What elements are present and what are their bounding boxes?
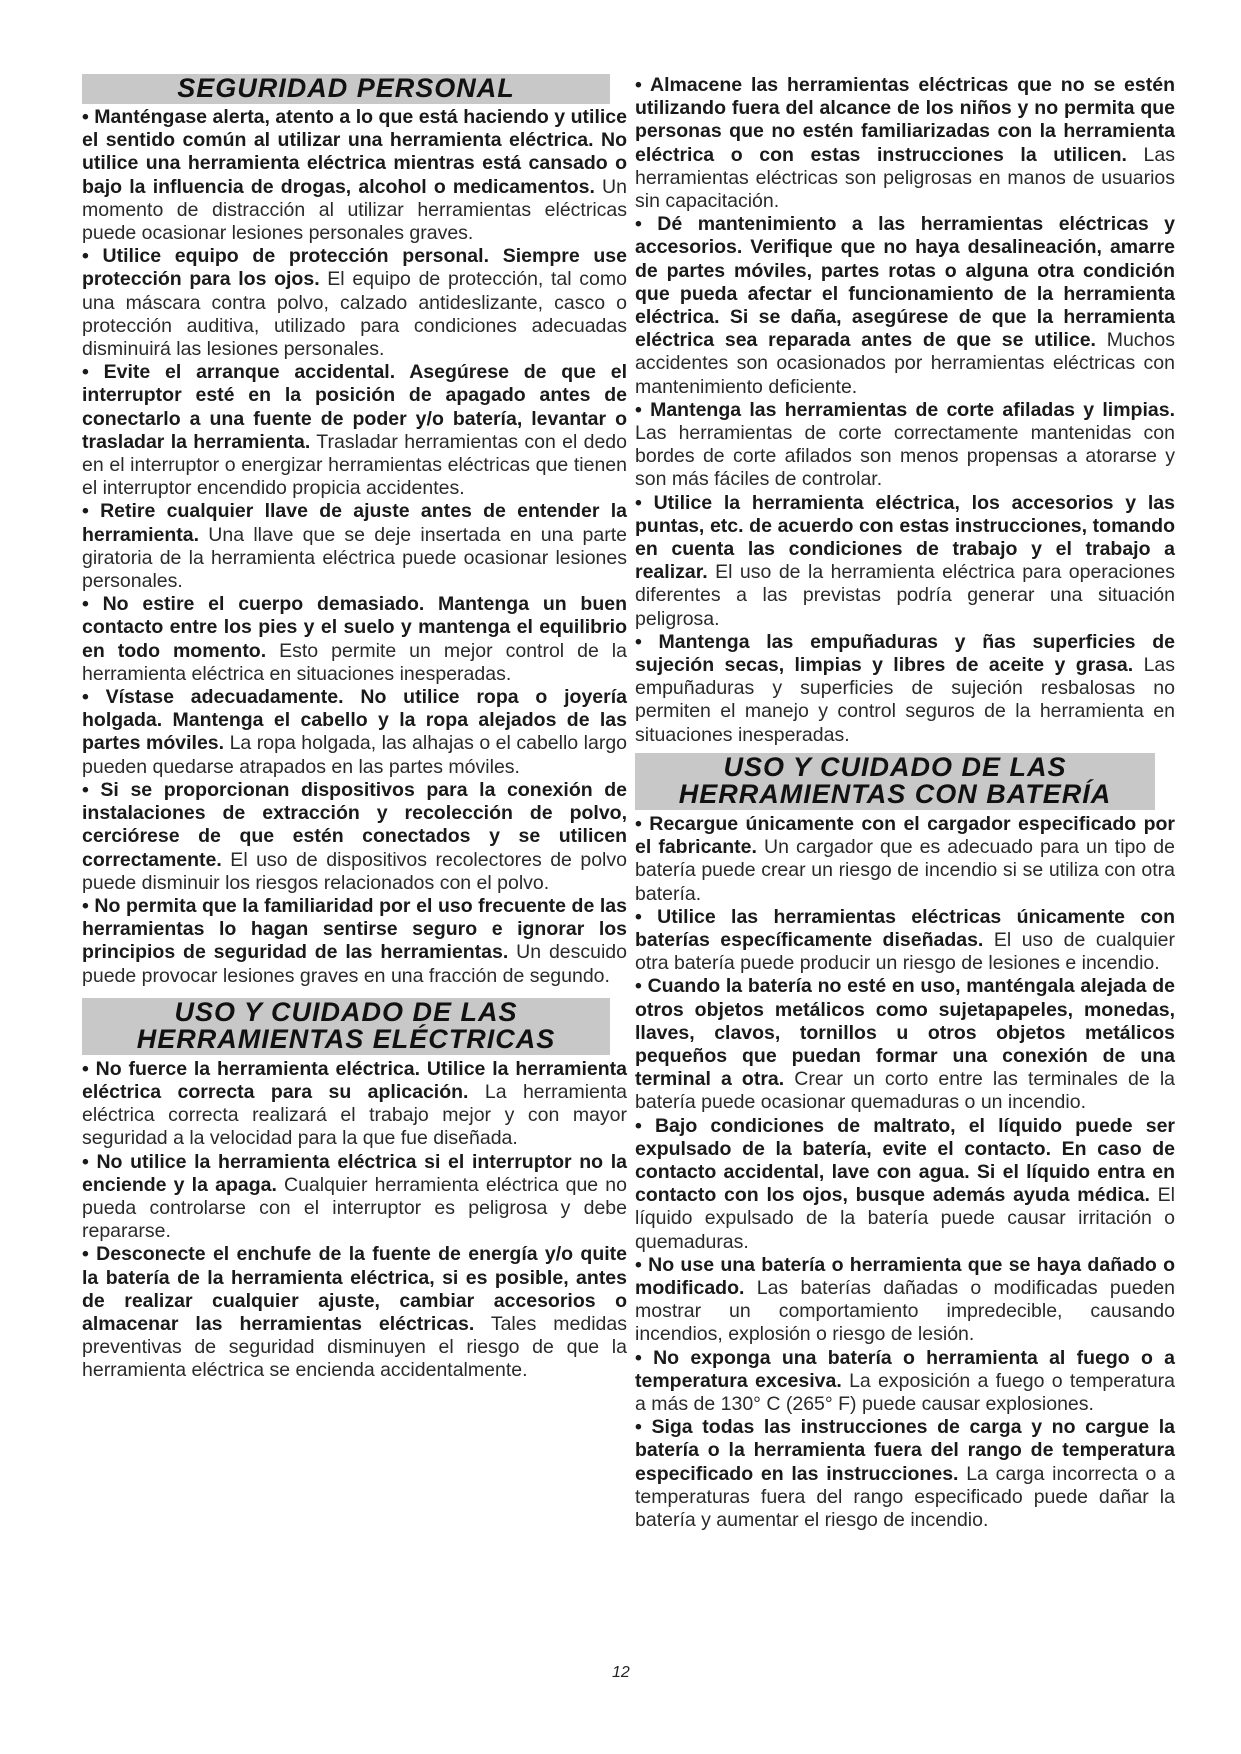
list-item: • Mantenga las herramientas de corte afiladas y limpias. Las herramientas de corte correctamente mantenidas con bordes de corte afilados son menos propensas a atorarse y son más fáciles de controlar. xyxy=(635,398,1175,491)
list-item: • No utilice la herramienta eléctrica si el interruptor no la enciende y la apaga. Cualquier herramienta eléctrica que no pueda controlarse con el interruptor es peligrosa y debe repararse. xyxy=(82,1150,627,1243)
list-item: • Utilice equipo de protección personal. Siempre use protección para los ojos. El equipo de protección, tal como una máscara contra polvo, calzado antideslizante, casco o protección auditiva, utilizado para condiciones adecuadas disminuirá las lesiones personales. xyxy=(82,245,627,361)
list-item: • Utilice la herramienta eléctrica, los accesorios y las puntas, etc. de acuerdo con estas instrucciones, tomando en cuenta las condiciones de trabajo y el trabajo a realizar. El uso de la herramienta eléctrica para operaciones diferentes a las previstas podría generar una situación peligrosa. xyxy=(635,491,1175,630)
list-item: • Almacene las herramientas eléctricas que no se estén utilizando fuera del alcance de los niños y no permita que personas que no estén familiarizadas con la herramienta eléctrica o con estas instrucciones la utilicen. Las herramientas eléctricas son peligrosas en manos de usuarios sin capacitación. xyxy=(635,74,1175,213)
list-item: • Vístase adecuadamente. No utilice ropa o joyería holgada. Mantenga el cabello y la ropa alejados de las partes móviles. La ropa holgada, las alhajas o el cabello largo pueden quedarse atrapados en las partes móviles. xyxy=(82,686,628,778)
page-number: 12 xyxy=(612,1664,630,1681)
list-item: • No estire el cuerpo demasiado. Mantenga un buen contacto entre los pies y el suelo y mantenga el equilibrio en todo momento. Esto permite un mejor control de la herramienta eléctrica en situaciones inesperadas. xyxy=(82,593,627,685)
left-column xyxy=(82,74,627,1383)
list-item: • Desconecte el enchufe de la fuente de energía y/o quite la batería de la herramienta eléctrica, si es posible, antes de realizar cualquier ajuste, cambiar accesorios o almacenar las herramientas eléctricas. Tales medidas preventivas de seguridad disminuyen el riesgo de que la herramienta eléctrica se encienda accidentalmente. xyxy=(82,1243,627,1382)
list-item: • Bajo condiciones de maltrato, el líquido puede ser expulsado de la batería, evite el contacto. En caso de contacto accidental, lave con agua. Si el líquido entra en contacto con los ojos, busque además ayuda médica. El líquido expulsado de la batería puede causar irritación o quemaduras. xyxy=(635,1114,1175,1253)
list-item: • Dé mantenimiento a las herramientas eléctricas y accesorios. Verifique que no haya desalineación, amarre de partes móviles, partes rotas o alguna otra condición que pueda afectar el funcionamiento de la herramienta eléctrica. Si se daña, asegúrese de que la herramienta eléctrica sea reparada antes de que se utilice. Muchos accidentes son ocasionados por herramientas eléctricas con mantenimiento deficiente. xyxy=(635,213,1175,398)
section-heading-power-tool-use: USO Y CUIDADO DE LAS HERRAMIENTAS ELÉCTRICAS xyxy=(82,998,610,1055)
list-item: • No permita que la familiaridad por el uso frecuente de las herramientas lo hagan sentirse seguro e ignorar los principios de seguridad de las herramientas. Un descuido puede provocar lesiones graves en una fracción de segundo. xyxy=(82,894,628,987)
section-heading-battery-tool-use: USO Y CUIDADO DE LAS HERRAMIENTAS CON BATERÍA xyxy=(635,753,1155,810)
list-item: • No exponga una batería o herramienta al fuego o a temperatura excesiva. La exposición a fuego o temperatura a más de 130° C (265° F) puede causar explosiones. xyxy=(635,1346,1176,1415)
list-item: • Mantenga las empuñaduras y ñas superficies de sujeción secas, limpias y libres de aceite y grasa. Las empuñaduras y superficies de sujeción resbalosas no permiten el manejo y control seguros de la herramienta en situaciones inesperadas. xyxy=(635,630,1176,746)
list-item: • Si se proporcionan dispositivos para la conexión de instalaciones de extracción y recolección de polvo, cerciórese de que estén conectados y se utilicen correctamente. El uso de dispositivos recolectores de polvo puede disminuir los riesgos relacionados con el polvo. xyxy=(82,778,627,894)
list-item: • Retire cualquier llave de ajuste antes de entender la herramienta. Una llave que se deje insertada en una parte giratoria de la herramienta eléctrica puede ocasionar lesiones personales. xyxy=(82,500,627,593)
list-item: • Cuando la batería no esté en uso, manténgala alejada de otros objetos metálicos como sujetapapeles, monedas, llaves, clavos, tornillos u otros objetos metálicos pequeños que puedan formar una conexión de una terminal a otra. Crear un corto entre las terminales de la batería puede ocasionar quemaduras o un incendio. xyxy=(635,975,1175,1114)
list-item: • No use una batería o herramienta que se haya dañado o modificado. Las baterías dañadas o modificadas pueden mostrar un comportamiento impredecible, causando incendios, explosión o riesgo de lesión. xyxy=(635,1253,1175,1346)
list-item: • Evite el arranque accidental. Asegúrese de que el interruptor esté en la posición de apagado antes de conectarlo a una fuente de poder y/o batería, levantar o trasladar la herramienta. Trasladar herramientas con el dedo en el interruptor o energizar herramientas eléctricas que tienen el interruptor encendido propicia accidentes. xyxy=(82,361,627,500)
section-heading-personal-safety: SEGURIDAD PERSONAL xyxy=(82,74,610,104)
list-item: • Siga todas las instrucciones de carga y no cargue la batería o la herramienta fuera del rango de temperatura especificado en las instrucciones. La carga incorrecta o a temperaturas fuera del rango especificado puede dañar la batería y aumentar el riesgo de incendio. xyxy=(635,1416,1175,1531)
list-item: • No fuerce la herramienta eléctrica. Utilice la herramienta eléctrica correcta para su aplicación. La herramienta eléctrica correcta realizará el trabajo mejor y con mayor seguridad a la velocidad para la que fue diseñada. xyxy=(82,1057,627,1150)
list-item: • Utilice las herramientas eléctricas únicamente con baterías específicamente diseñadas. El uso de cualquier otra batería puede producir un riesgo de lesiones e incendio. xyxy=(635,905,1175,975)
right-column xyxy=(635,74,1175,1532)
list-item: • Manténgase alerta, atento a lo que está haciendo y utilice el sentido común al utilizar una herramienta eléctrica. No utilice una herramienta eléctrica mientras está cansado o bajo la influencia de drogas, alcohol o medicamentos. Un momento de distracción al utilizar herramientas eléctricas puede ocasionar lesiones personales graves. xyxy=(82,106,627,245)
list-item: • Recargue únicamente con el cargador especificado por el fabricante. Un cargador que es adecuado para un tipo de batería puede crear un riesgo de incendio si se utiliza con otra batería. xyxy=(635,812,1175,905)
